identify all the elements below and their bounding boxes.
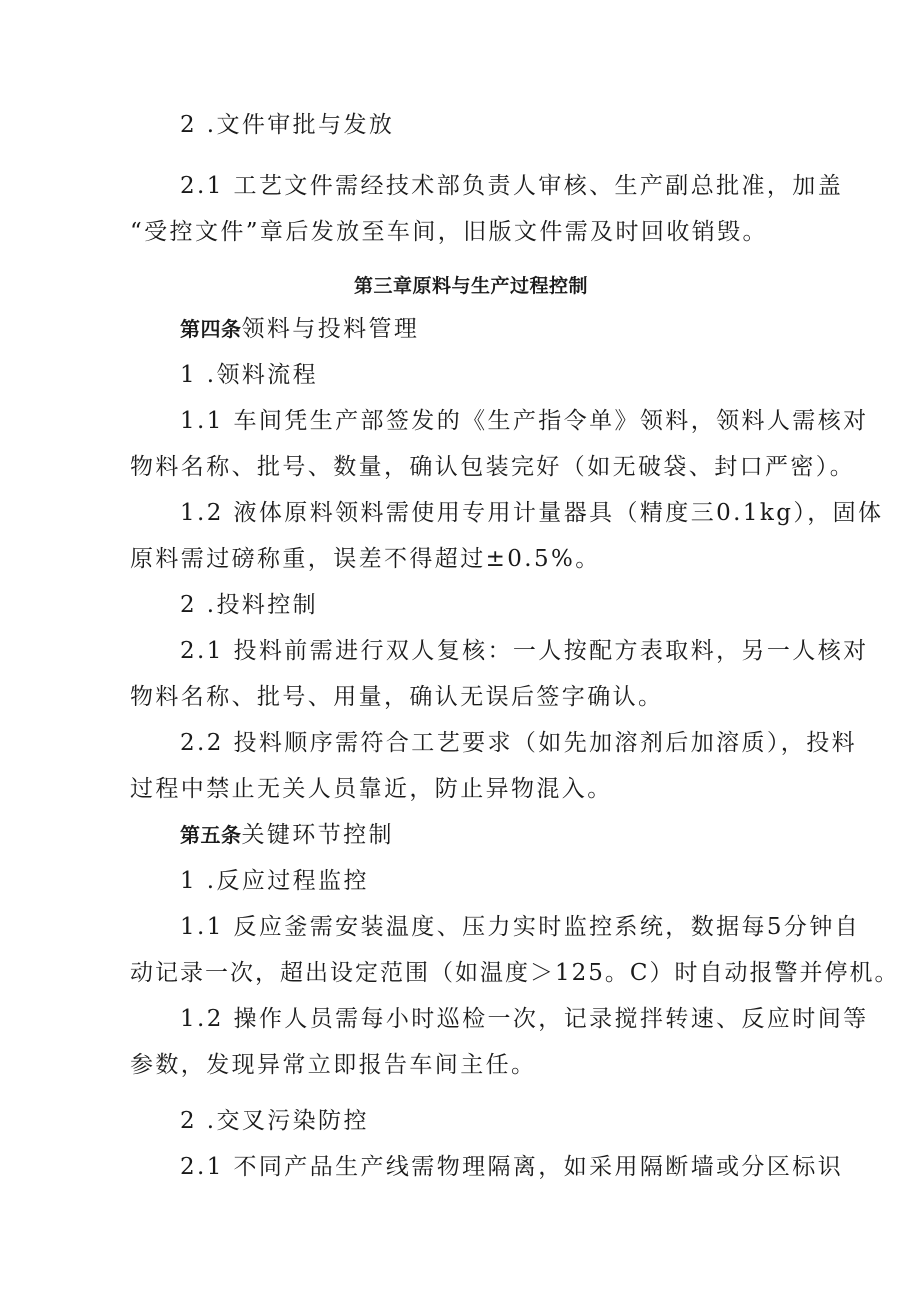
- paragraph-1-1-line-1: 1.1 车间凭生产部签发的《生产指令单》领料，领料人需核对: [180, 408, 869, 434]
- paragraph-1-2-line-1: 1.2 液体原料领料需使用专用计量器具（精度三0.1kg），固体: [180, 500, 884, 526]
- paragraph-2-1c-line-1: 2.1 不同产品生产线需物理隔离，如采用隔断墙或分区标识: [180, 1154, 844, 1180]
- article-4-title: 领料与投料管理: [241, 316, 420, 342]
- section-heading-2-contamination: 2 .交叉污染防控: [180, 1108, 369, 1134]
- paragraph-2-1b-line-2: 物料名称、批号、用量，确认无误后签字确认。: [130, 684, 664, 710]
- article-4-label: 第四条: [180, 317, 242, 341]
- article-4-heading: [180, 314, 419, 344]
- chapter-title: 第三章原料与生产过程控制: [354, 275, 589, 297]
- article-5-title: 关键环节控制: [241, 822, 394, 848]
- article-5-label: 第五条: [180, 823, 242, 847]
- section-heading-1-reaction: 1 .反应过程监控: [180, 868, 369, 894]
- paragraph-1-2b-line-1: 1.2 操作人员需每小时巡检一次，记录搅拌转速、反应时间等: [180, 1006, 869, 1032]
- paragraph-2-1b-line-1: 2.1 投料前需进行双人复核：一人按配方表取料，另一人核对: [180, 638, 869, 664]
- paragraph-1-2-line-2: 原料需过磅称重，误差不得超过±0.5%。: [130, 546, 601, 572]
- section-heading-2: 2 .文件审批与发放: [180, 112, 395, 138]
- paragraph-2-2-line-1: 2.2 投料顺序需符合工艺要求（如先加溶剂后加溶质），投料: [180, 730, 857, 756]
- paragraph-2-1-line-2: “受控文件”章后发放至车间，旧版文件需及时回收销毁。: [130, 219, 768, 245]
- paragraph-1-1b-line-2: 动记录一次，超出设定范围（如温度＞125。C）时自动报警并停机。: [130, 960, 900, 986]
- article-5-heading: [180, 820, 394, 850]
- paragraph-2-2-line-2: 过程中禁止无关人员靠近，防止异物混入。: [130, 776, 613, 802]
- paragraph-1-1b-line-1: 1.1 反应釜需安装温度、压力实时监控系统，数据每5分钟自: [180, 914, 861, 940]
- section-heading-2-feed: 2 .投料控制: [180, 592, 319, 618]
- paragraph-1-2b-line-2: 参数，发现异常立即报告车间主任。: [130, 1052, 537, 1078]
- section-heading-1: 1 .领料流程: [180, 362, 319, 388]
- paragraph-2-1-line-1: 2.1 工艺文件需经技术部负责人审核、生产副总批准，加盖: [180, 173, 844, 199]
- paragraph-1-1-line-2: 物料名称、批号、数量，确认包装完好（如无破袋、封口严密）。: [130, 454, 856, 480]
